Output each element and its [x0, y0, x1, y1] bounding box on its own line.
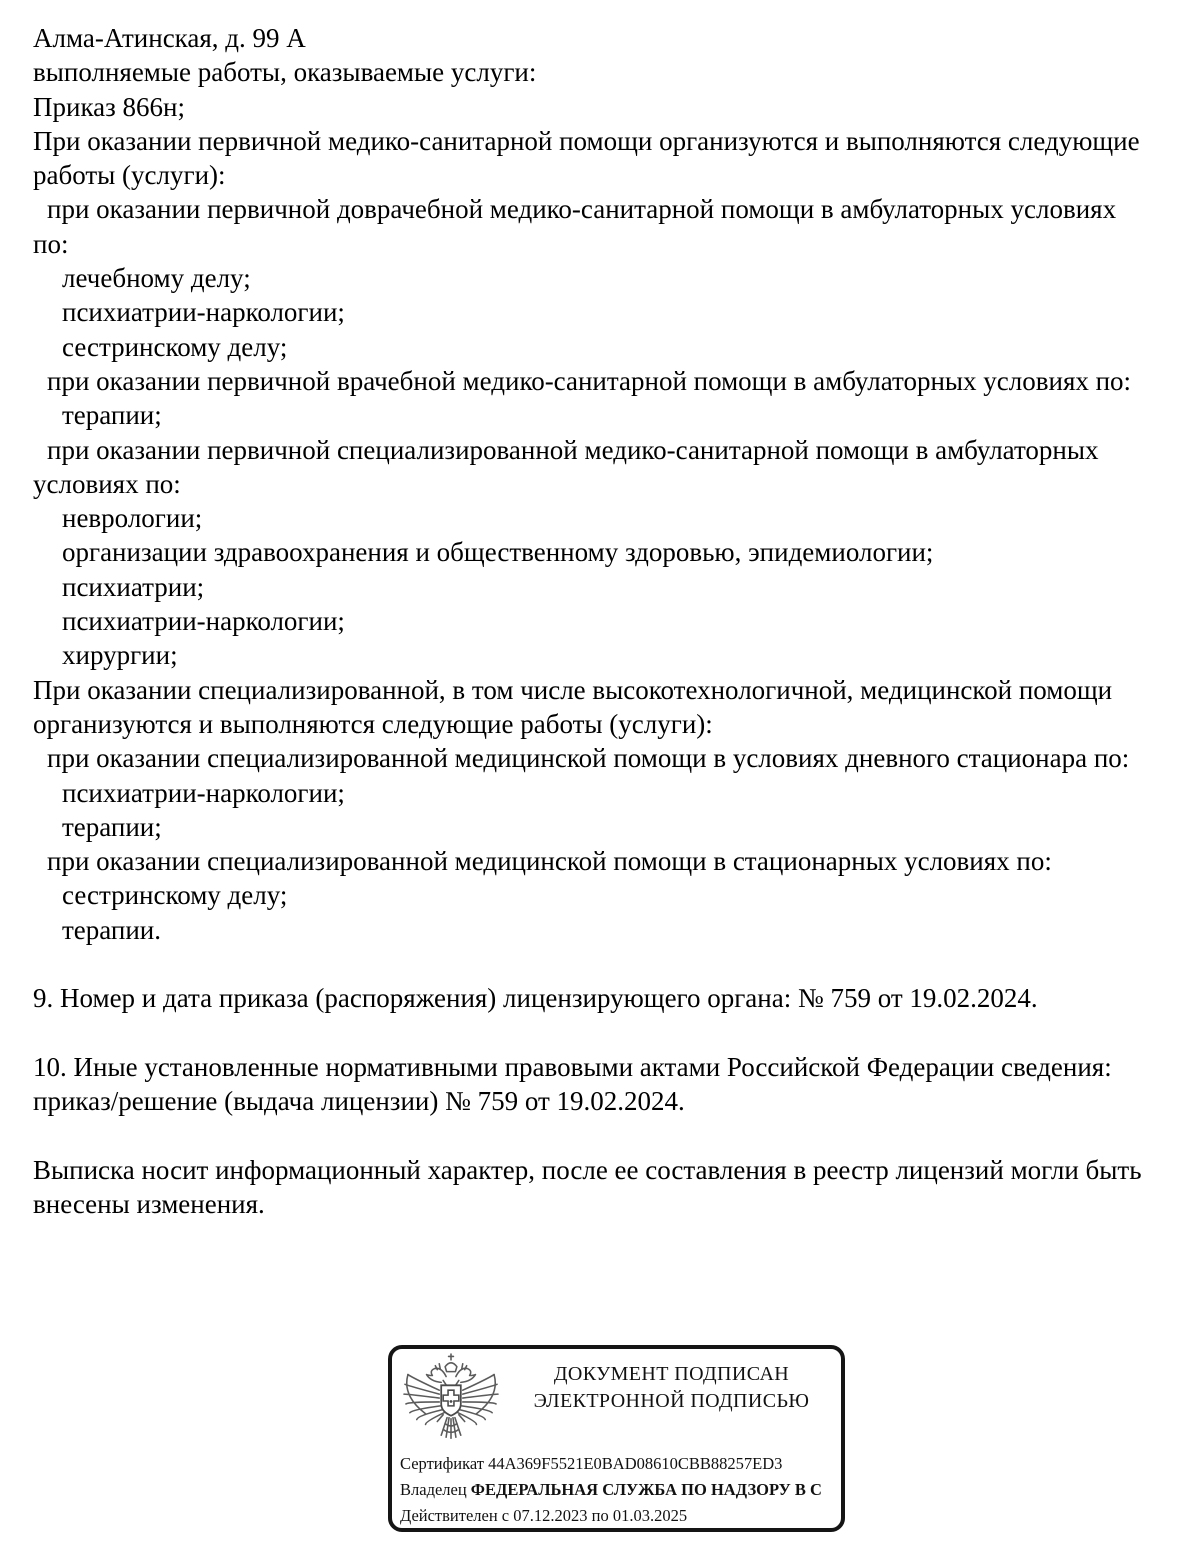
text-line: работы (услуги): [33, 160, 226, 191]
text-line: Приказ 866н; [33, 91, 186, 122]
stamp-title [502, 1361, 841, 1415]
text-line: При оказании первичной медико-санитарной помощи организуются и выполняются следующие [33, 125, 1140, 156]
text-line: Алма-Атинская, д. 99 А [33, 23, 306, 53]
text-line: условиях по: [33, 468, 181, 499]
owner-row [400, 1477, 835, 1503]
text-line: При оказании специализированной, в том числе высокотехнологичной, медицинской помощи [33, 674, 1113, 705]
owner-value: ФЕДЕРАЛЬНАЯ СЛУЖБА ПО НАДЗОРУ В С [470, 1480, 822, 1499]
text-line: при оказании специализированной медицинской помощи в условиях дневного стационара по: [47, 743, 1130, 774]
stamp-fields [400, 1451, 835, 1529]
text-line: по: [33, 228, 69, 259]
text-line: психиатрии-наркологии; [62, 606, 345, 637]
certificate-value: 44A369F5521E0BAD08610CBB88257ED3 [488, 1454, 783, 1473]
text-line: организуются и выполняются следующие работы (услуги): [33, 708, 713, 739]
text-line: сестринскому делу; [62, 331, 288, 362]
text-line [33, 1119, 1178, 1153]
stamp-title-line1: ДОКУМЕНТ ПОДПИСАН [553, 1363, 790, 1385]
text-line: при оказании первичной врачебной медико-санитарной помощи в амбулаторных условиях по: [47, 365, 1132, 396]
document-body [33, 21, 1178, 1221]
text-line: неврологии; [62, 503, 203, 534]
certificate-row [400, 1451, 835, 1477]
text-line: сестринскому делу; [62, 880, 288, 911]
owner-label: Владелец [400, 1480, 467, 1499]
text-line [33, 947, 1178, 981]
text-line: выполняемые работы, оказываемые услуги: [33, 57, 537, 88]
text-line: Выписка носит информационный характер, после ее составления в реестр лицензий могли быть [33, 1154, 1142, 1185]
stamp-title-line2: ЭЛЕКТРОННОЙ ПОДПИСЬЮ [533, 1390, 810, 1412]
text-line: психиатрии; [62, 571, 205, 602]
text-line: психиатрии-наркологии; [62, 777, 345, 808]
signature-stamp [388, 1345, 845, 1532]
text-line: терапии. [62, 914, 162, 945]
text-line: лечебному делу; [62, 263, 251, 294]
text-line: приказ/решение (выдача лицензии) № 759 от 19.02.2024. [33, 1086, 685, 1117]
text-line: терапии; [62, 400, 162, 431]
text-line: при оказании специализированной медицинской помощи в стационарных условиях по: [47, 846, 1052, 877]
validity-row [400, 1503, 835, 1529]
text-line: при оказании первичной специализированной медико-санитарной помощи в амбулаторных [47, 434, 1099, 465]
validity-text: Действителен с 07.12.2023 по 01.03.2025 [400, 1506, 688, 1525]
text-line: при оказании первичной доврачебной медико-санитарной помощи в амбулаторных условиях [47, 194, 1117, 225]
text-line: хирургии; [62, 640, 178, 671]
text-line: психиатрии-наркологии; [62, 297, 345, 328]
text-line: внесены изменения. [33, 1189, 265, 1220]
text-line [33, 1016, 1178, 1050]
text-line: 10. Иные установленные нормативными правовыми актами Российской Федерации сведения: [33, 1051, 1112, 1082]
text-line: 9. Номер и дата приказа (распоряжения) лицензирующего органа: № 759 от 19.02.2024. [33, 983, 1038, 1014]
text-line: организации здравоохранения и общественному здоровью, эпидемиологии; [62, 537, 934, 568]
stamp-header [392, 1349, 841, 1447]
roszdravnadzor-eagle-icon [400, 1353, 502, 1447]
certificate-label: Сертификат [400, 1454, 484, 1473]
text-line: терапии; [62, 811, 162, 842]
